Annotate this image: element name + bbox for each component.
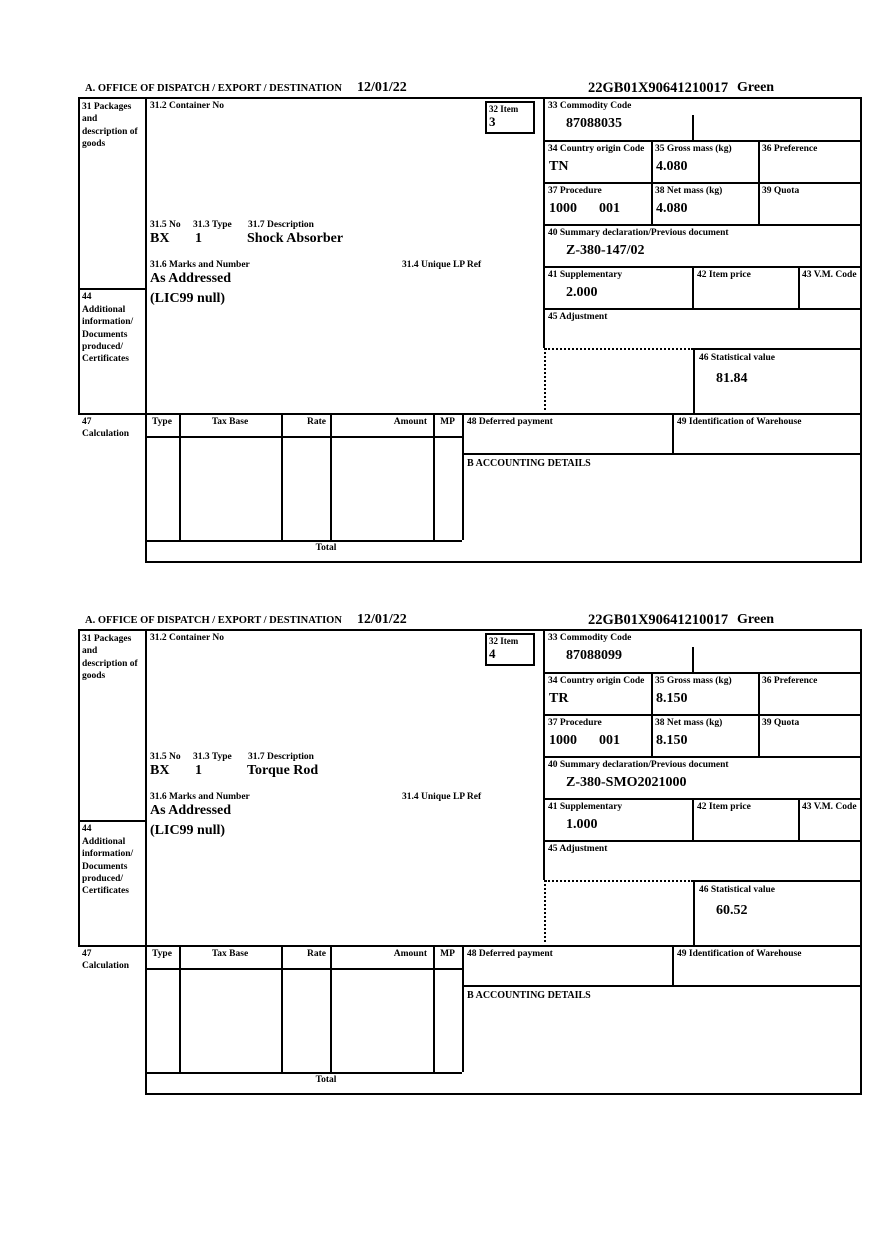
commodity-code-label: 33 Commodity Code bbox=[548, 101, 632, 111]
grid-line bbox=[693, 880, 695, 945]
grid-line bbox=[462, 945, 464, 1072]
packages-type-label: 31.3 Type bbox=[193, 752, 232, 762]
routing-indicator: Green bbox=[737, 612, 775, 627]
marks-and-number-value: As Addressed bbox=[150, 271, 232, 286]
grid-line bbox=[798, 266, 800, 308]
routing-indicator: Green bbox=[737, 80, 775, 95]
additional-info-value: (LIC99 null) bbox=[150, 291, 226, 306]
grid-line bbox=[330, 945, 332, 1072]
item-number-box bbox=[485, 633, 535, 666]
goods-description-label: 31.7 Description bbox=[248, 752, 314, 762]
deferred-payment-label: 48 Deferred payment bbox=[467, 417, 553, 427]
procedure-value: 1000 bbox=[549, 201, 577, 216]
declaration-item-section bbox=[78, 612, 862, 1094]
grid-line bbox=[281, 413, 283, 540]
declaration-reference: 22GB01X90641210017 bbox=[588, 80, 729, 96]
gross-mass-value: 4.080 bbox=[656, 159, 688, 174]
grid-line bbox=[78, 629, 862, 631]
grid-line bbox=[543, 756, 862, 758]
grid-line bbox=[462, 985, 862, 987]
adjustment-label: 45 Adjustment bbox=[548, 844, 608, 854]
gross-mass-value: 8.150 bbox=[656, 691, 688, 706]
packages-description-label: 31 Packages and description of goods bbox=[82, 102, 138, 150]
statistical-value-label: 46 Statistical value bbox=[699, 353, 775, 363]
net-mass-label: 38 Net mass (kg) bbox=[655, 186, 723, 196]
commodity-code-divider bbox=[692, 115, 694, 140]
statistical-value: 81.84 bbox=[716, 371, 748, 386]
country-origin-value: TR bbox=[549, 691, 569, 706]
mp-column-header: MP bbox=[440, 417, 455, 427]
grid-line bbox=[330, 413, 332, 540]
quota-label: 39 Quota bbox=[762, 718, 800, 728]
unique-lp-ref-label: 31.4 Unique LP Ref bbox=[402, 260, 482, 270]
grid-line bbox=[78, 97, 80, 413]
rate-column-header: Rate bbox=[307, 417, 326, 427]
grid-line bbox=[543, 224, 862, 226]
calculation-label: Calculation bbox=[82, 961, 129, 971]
grid-line bbox=[145, 436, 462, 438]
additional-info-value: (LIC99 null) bbox=[150, 823, 226, 838]
mp-column-header: MP bbox=[440, 949, 455, 959]
tax-base-column-header: Tax Base bbox=[211, 949, 249, 959]
preference-label: 36 Preference bbox=[762, 144, 818, 154]
net-mass-label: 38 Net mass (kg) bbox=[655, 718, 723, 728]
packages-no-value: BX bbox=[150, 763, 170, 778]
country-origin-label: 34 Country origin Code bbox=[548, 676, 645, 686]
grid-line bbox=[179, 945, 181, 1072]
dotted-valuation-divider bbox=[544, 880, 546, 942]
item-label: 32 Item bbox=[489, 104, 519, 114]
item-number-box bbox=[485, 101, 535, 134]
tax-base-column-header: Tax Base bbox=[211, 417, 249, 427]
country-origin-value: TN bbox=[549, 159, 569, 174]
grid-line bbox=[462, 453, 862, 455]
packages-type-value: 1 bbox=[195, 763, 202, 778]
supplementary-label: 41 Supplementary bbox=[548, 270, 623, 280]
dotted-valuation-divider bbox=[545, 348, 693, 350]
grid-line bbox=[860, 629, 862, 1094]
packages-no-value: BX bbox=[150, 231, 170, 246]
grid-line bbox=[281, 945, 283, 1072]
grid-line bbox=[78, 288, 145, 290]
grid-line bbox=[145, 540, 462, 542]
packages-no-label: 31.5 No bbox=[150, 220, 181, 230]
marks-and-number-value: As Addressed bbox=[150, 803, 232, 818]
additional-info-label: Additional information/ Documents produced/ Certificates bbox=[82, 305, 134, 365]
grid-line bbox=[543, 798, 862, 800]
grid-line bbox=[758, 672, 760, 756]
grid-line bbox=[543, 672, 862, 674]
deferred-payment-label: 48 Deferred payment bbox=[467, 949, 553, 959]
additional-info-box-number: 44 bbox=[82, 824, 92, 834]
total-label: Total bbox=[315, 543, 337, 553]
accounting-details-label: B ACCOUNTING DETAILS bbox=[467, 990, 591, 1001]
grid-line bbox=[692, 798, 694, 840]
dotted-valuation-divider bbox=[545, 880, 693, 882]
grid-line bbox=[693, 348, 695, 413]
grid-line bbox=[78, 820, 145, 822]
net-mass-value: 8.150 bbox=[656, 733, 688, 748]
warehouse-id-label: 49 Identification of Warehouse bbox=[677, 417, 802, 427]
packages-type-value: 1 bbox=[195, 231, 202, 246]
grid-line bbox=[692, 266, 694, 308]
office-of-dispatch-label: A. OFFICE OF DISPATCH / EXPORT / DESTINATION bbox=[85, 615, 342, 626]
grid-line bbox=[433, 945, 435, 1072]
grid-line bbox=[462, 413, 464, 540]
procedure-value: 1000 bbox=[549, 733, 577, 748]
amount-column-header: Amount bbox=[393, 949, 427, 959]
previous-document-value: Z-380-147/02 bbox=[566, 243, 645, 258]
grid-line bbox=[145, 968, 462, 970]
item-price-label: 42 Item price bbox=[697, 270, 751, 280]
grid-line bbox=[672, 945, 674, 985]
total-label: Total bbox=[315, 1075, 337, 1085]
grid-line bbox=[78, 97, 862, 99]
goods-description-value: Torque Rod bbox=[247, 763, 319, 778]
goods-description-label: 31.7 Description bbox=[248, 220, 314, 230]
additional-info-label: Additional information/ Documents produced/ Certificates bbox=[82, 837, 134, 897]
gross-mass-label: 35 Gross mass (kg) bbox=[655, 144, 732, 154]
item-label: 32 Item bbox=[489, 636, 519, 646]
commodity-code-label: 33 Commodity Code bbox=[548, 633, 632, 643]
procedure-extra-value: 001 bbox=[599, 201, 620, 216]
declaration-reference: 22GB01X90641210017 bbox=[588, 612, 729, 628]
grid-line bbox=[693, 348, 862, 350]
previous-document-label: 40 Summary declaration/Previous document bbox=[548, 228, 729, 238]
packages-description-label: 31 Packages and description of goods bbox=[82, 634, 138, 682]
grid-line bbox=[543, 714, 862, 716]
accounting-details-label: B ACCOUNTING DETAILS bbox=[467, 458, 591, 469]
container-no-label: 31.2 Container No bbox=[150, 633, 224, 643]
grid-line bbox=[543, 140, 862, 142]
procedure-extra-value: 001 bbox=[599, 733, 620, 748]
calculation-label: Calculation bbox=[82, 429, 129, 439]
grid-line bbox=[145, 97, 147, 562]
supplementary-value: 2.000 bbox=[566, 285, 598, 300]
commodity-code-value: 87088099 bbox=[566, 648, 622, 663]
amount-column-header: Amount bbox=[393, 417, 427, 427]
grid-line bbox=[78, 413, 862, 415]
supplementary-value: 1.000 bbox=[566, 817, 598, 832]
grid-line bbox=[145, 629, 147, 1094]
statistical-value: 60.52 bbox=[716, 903, 748, 918]
item-number-value: 3 bbox=[489, 114, 496, 129]
marks-and-number-label: 31.6 Marks and Number bbox=[150, 792, 250, 802]
declaration-item-section bbox=[78, 80, 862, 562]
grid-line bbox=[179, 413, 181, 540]
marks-and-number-label: 31.6 Marks and Number bbox=[150, 260, 250, 270]
preference-label: 36 Preference bbox=[762, 676, 818, 686]
office-of-dispatch-label: A. OFFICE OF DISPATCH / EXPORT / DESTINATION bbox=[85, 83, 342, 94]
grid-line bbox=[798, 798, 800, 840]
calculation-box-number: 47 bbox=[82, 949, 92, 959]
grid-line bbox=[543, 182, 862, 184]
calculation-box-number: 47 bbox=[82, 417, 92, 427]
rate-column-header: Rate bbox=[307, 949, 326, 959]
warehouse-id-label: 49 Identification of Warehouse bbox=[677, 949, 802, 959]
previous-document-label: 40 Summary declaration/Previous document bbox=[548, 760, 729, 770]
grid-line bbox=[433, 413, 435, 540]
grid-line bbox=[543, 266, 862, 268]
item-number-value: 4 bbox=[489, 646, 496, 661]
additional-info-box-number: 44 bbox=[82, 292, 92, 302]
previous-document-value: Z-380-SMO2021000 bbox=[566, 775, 687, 790]
tax-type-column-header: Type bbox=[152, 949, 172, 959]
supplementary-label: 41 Supplementary bbox=[548, 802, 623, 812]
container-no-label: 31.2 Container No bbox=[150, 101, 224, 111]
dispatch-date: 12/01/22 bbox=[357, 80, 407, 95]
grid-line bbox=[145, 1072, 462, 1074]
commodity-code-divider bbox=[692, 647, 694, 672]
grid-line bbox=[145, 561, 862, 563]
tax-type-column-header: Type bbox=[152, 417, 172, 427]
item-price-label: 42 Item price bbox=[697, 802, 751, 812]
net-mass-value: 4.080 bbox=[656, 201, 688, 216]
vm-code-label: 43 V.M. Code bbox=[802, 802, 857, 812]
grid-line bbox=[78, 629, 80, 945]
quota-label: 39 Quota bbox=[762, 186, 800, 196]
procedure-label: 37 Procedure bbox=[548, 718, 602, 728]
country-origin-label: 34 Country origin Code bbox=[548, 144, 645, 154]
grid-line bbox=[672, 413, 674, 453]
grid-line bbox=[693, 880, 862, 882]
dotted-valuation-divider bbox=[544, 348, 546, 410]
grid-line bbox=[78, 945, 862, 947]
packages-no-label: 31.5 No bbox=[150, 752, 181, 762]
dispatch-date: 12/01/22 bbox=[357, 612, 407, 627]
commodity-code-value: 87088035 bbox=[566, 116, 622, 131]
grid-line bbox=[543, 308, 862, 310]
grid-line bbox=[145, 1093, 862, 1095]
goods-description-value: Shock Absorber bbox=[247, 231, 344, 246]
grid-line bbox=[860, 97, 862, 562]
vm-code-label: 43 V.M. Code bbox=[802, 270, 857, 280]
grid-line bbox=[651, 672, 653, 756]
unique-lp-ref-label: 31.4 Unique LP Ref bbox=[402, 792, 482, 802]
gross-mass-label: 35 Gross mass (kg) bbox=[655, 676, 732, 686]
packages-type-label: 31.3 Type bbox=[193, 220, 232, 230]
grid-line bbox=[543, 97, 545, 348]
grid-line bbox=[543, 629, 545, 880]
grid-line bbox=[651, 140, 653, 224]
grid-line bbox=[758, 140, 760, 224]
procedure-label: 37 Procedure bbox=[548, 186, 602, 196]
adjustment-label: 45 Adjustment bbox=[548, 312, 608, 322]
statistical-value-label: 46 Statistical value bbox=[699, 885, 775, 895]
grid-line bbox=[543, 840, 862, 842]
